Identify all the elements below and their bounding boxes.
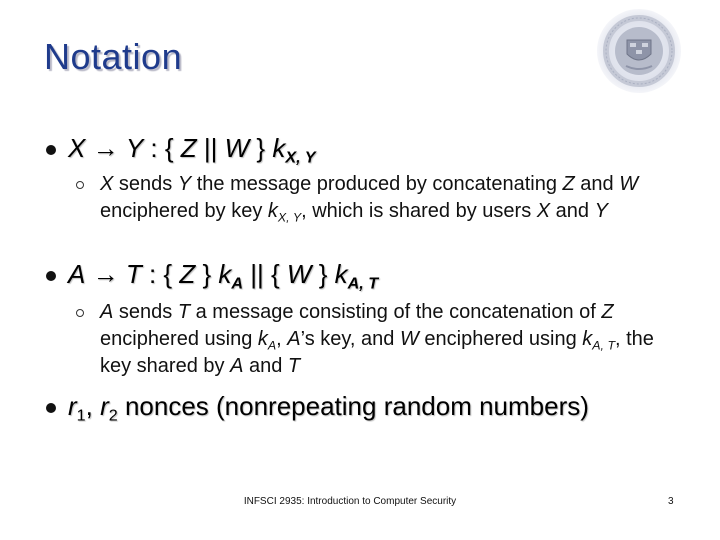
bullet-2-marker	[46, 271, 56, 281]
slide-title: Notation	[44, 36, 183, 77]
bullet-2-sub-marker	[76, 309, 84, 317]
bullet-1-formula: X → Y : { Z || W } $k_{X, Y}$	[68, 133, 316, 167]
slide-footer: INFSCI 2935: Introduction to Computer Security	[243, 496, 457, 507]
bullet-2-detail: A sends T a message consisting of the concatenation of Z enciphered using $k_A$, A’s key, and W enciphered using $k_{A, T}$, the key shared by A and T	[100, 301, 654, 377]
bullet-3-text: $r_1$, $r_2$ nonces (nonrepeating random numbers)	[68, 391, 589, 425]
bullet-3-marker	[46, 403, 56, 413]
bullet-1-marker	[46, 145, 56, 155]
bullet-2-formula: A → T : { Z } $k_A$ || { W } $k_{A, T}$	[68, 259, 379, 293]
page-number: 3	[668, 496, 674, 507]
university-seal-icon	[596, 8, 682, 94]
bullet-1-detail: X sends Y the message produced by concatenating Z and W enciphered by key $k_{X, Y}$, which is shared by users X and Y	[100, 173, 639, 225]
bullet-1-sub-marker	[76, 181, 84, 189]
